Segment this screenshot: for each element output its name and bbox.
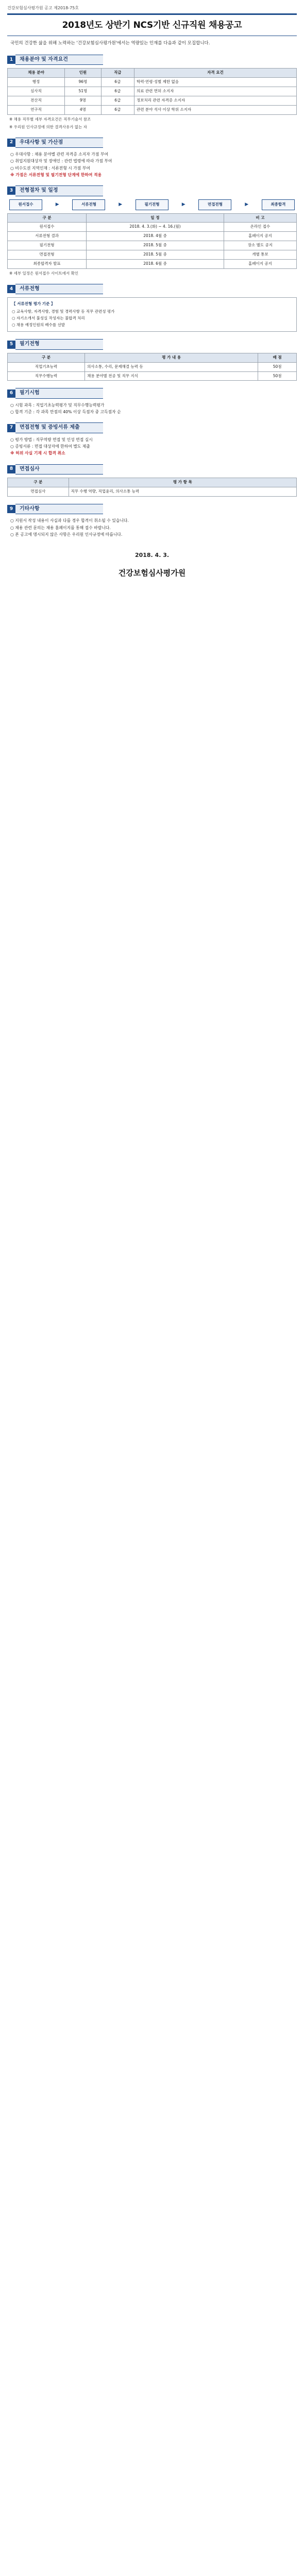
other-line: ○ 본 공고에 명시되지 않은 사항은 우리원 인사규정에 따릅니다. [10, 532, 123, 537]
interview-line: ○ 증빙서류 : 면접 대상자에 한하여 별도 제출 [10, 444, 90, 449]
flow-step: 최종합격 [262, 199, 295, 210]
section-document-screening [7, 284, 297, 332]
title-banner [7, 13, 297, 37]
section-interview-evaluation [7, 464, 297, 497]
test-line: ○ 합격 기준 : 각 과목 만점의 40% 이상 득점자 중 고득점자 순 [10, 410, 121, 415]
section-title: 우대사항 및 가산점 [15, 138, 103, 148]
section-number: 5 [7, 341, 15, 349]
table-header: 일 정 [87, 213, 224, 223]
section-number: 9 [7, 505, 15, 513]
table-row: 심사직 51명 6급 의료 관련 면허 소지자 [8, 87, 297, 96]
test-line: ○ 시험 과목 : 직업기초능력평가 및 직무수행능력평가 [10, 402, 105, 408]
table-header: 비 고 [224, 213, 296, 223]
criteria-line: ○ 교육사항, 자격사항, 경험 및 경력사항 등 직무 관련성 평가 [12, 309, 115, 314]
flow-step: 원서접수 [9, 199, 42, 210]
section-written-screening [7, 339, 297, 381]
table-header: 구 분 [8, 478, 69, 487]
recruitment-table [7, 68, 297, 114]
table-row: 원서접수 2018. 4. 3.(화) ~ 4. 16.(월) 온라인 접수 [8, 223, 297, 232]
table-header: 구 분 [8, 213, 87, 223]
section-title: 필기시험 [15, 388, 103, 399]
box-title: 【 서류전형 평가 기준 】 [12, 301, 55, 307]
interview-highlight: ※ 허위 사실 기재 시 합격 취소 [10, 451, 65, 456]
table-row: 면접전형 2018. 5월 중 개별 통보 [8, 250, 297, 260]
flow-step: 면접전형 [198, 199, 231, 210]
table-header: 인원 [65, 69, 102, 78]
preference-line: ○ 비수도권 지역인재 : 서류전형 시 가점 부여 [10, 165, 90, 171]
table-row: 직업기초능력 의사소통, 수리, 문제해결 능력 등 50점 [8, 362, 297, 371]
section-title: 기타사항 [15, 504, 103, 515]
section-interview [7, 422, 297, 456]
section-number: 4 [7, 285, 15, 293]
section-title: 면접전형 및 증빙서류 제출 [15, 422, 103, 433]
criteria-line: ○ 자기소개서 불성실 작성자는 불합격 처리 [12, 315, 85, 320]
arrow-right-icon: ▶ [55, 201, 59, 207]
page-title: 2018년도 상반기 NCS기반 신규직원 채용공고 [62, 20, 242, 30]
section-other [7, 504, 297, 538]
section-title: 채용분야 및 자격요건 [15, 55, 103, 65]
section-number: 6 [7, 389, 15, 398]
section-title: 필기전형 [15, 339, 103, 350]
arrow-right-icon: ▶ [181, 201, 185, 207]
schedule-table [7, 213, 297, 269]
table-row: 행정 96명 6급 학력·연령·성별 제한 없음 [8, 78, 297, 87]
table-note: ※ 채용 직무별 세부 자격요건은 직무기술서 참조 [9, 116, 91, 122]
table-header: 직급 [101, 69, 134, 78]
interview-table [7, 478, 297, 497]
section-number: 2 [7, 139, 15, 147]
table-row: 면접심사 직무 수행 역량, 직업윤리, 의사소통 능력 [8, 487, 297, 497]
section-number: 3 [7, 187, 15, 195]
process-flow [9, 199, 295, 210]
table-header: 평 가 내 용 [85, 353, 258, 362]
preference-line: ○ 취업지원대상자 및 장애인 : 관련 법령에 따라 가점 부여 [10, 159, 112, 164]
arrow-right-icon: ▶ [119, 201, 123, 207]
other-line: ○ 지원서 작성 내용이 사실과 다를 경우 합격이 취소될 수 있습니다. [10, 518, 129, 523]
table-row: 전산직 9명 6급 정보처리 관련 자격증 소지자 [8, 96, 297, 105]
section-title: 면접심사 [15, 464, 103, 475]
table-header: 배 점 [258, 353, 297, 362]
interview-line: ○ 평가 방법 : 직무역량 면접 및 인성 면접 실시 [10, 437, 93, 442]
table-row: 필기전형 2018. 5월 중 장소 별도 공지 [8, 241, 297, 250]
preference-highlight: ※ 가점은 서류전형 및 필기전형 단계에 한하여 적용 [10, 172, 102, 177]
table-header: 평 가 항 목 [69, 478, 296, 487]
organization-name: 건강보험심사평가원 [118, 568, 186, 578]
other-line: ○ 채용 관련 문의는 채용 홈페이지를 통해 접수 바랍니다. [10, 525, 111, 530]
table-header: 자격 요건 [134, 69, 296, 78]
table-note: ※ 우리원 인사규정에 의한 결격사유가 없는 자 [9, 124, 87, 129]
flow-step: 필기전형 [136, 199, 168, 210]
notice-number: 건강보험심사평가원 공고 제2018-75호 [7, 6, 79, 10]
intro-text: 국민의 건강한 삶을 위해 노력하는 '건강보험심사평가원'에서는 역량있는 인재를 다음과 같이 모집합니다. [10, 41, 210, 46]
table-row: 최종합격자 발표 2018. 6월 중 홈페이지 공지 [8, 259, 297, 268]
table-row: 연구직 4명 6급 관련 분야 석사 이상 학위 소지자 [8, 105, 297, 114]
flow-step: 서류전형 [72, 199, 105, 210]
section-process [7, 185, 297, 277]
section-preference [7, 138, 297, 179]
table-header: 채용 분야 [8, 69, 65, 78]
criteria-line: ○ 채용 예정인원의 배수를 선발 [12, 322, 65, 327]
notice-date: 2018. 4. 3. [134, 552, 170, 559]
section-written-test [7, 388, 297, 415]
arrow-right-icon: ▶ [245, 201, 249, 207]
section-title: 서류전형 [15, 284, 103, 295]
schedule-note: ※ 세부 일정은 원서접수 사이트에서 확인 [9, 270, 79, 276]
written-test-table [7, 353, 297, 381]
section-number: 1 [7, 56, 15, 64]
section-recruitment [7, 55, 297, 130]
table-row: 직무수행능력 채용 분야별 전공 및 직무 지식 50점 [8, 371, 297, 381]
section-number: 8 [7, 465, 15, 473]
table-row: 서류전형 결과 2018. 4월 중 홈페이지 공지 [8, 232, 297, 241]
preference-line: ○ 우대사항 : 채용 분야별 관련 자격증 소지자 가점 부여 [10, 152, 108, 157]
screening-criteria-box [7, 297, 297, 332]
section-number: 7 [7, 424, 15, 432]
section-title: 전형절차 및 일정 [15, 185, 103, 196]
table-header: 구 분 [8, 353, 85, 362]
